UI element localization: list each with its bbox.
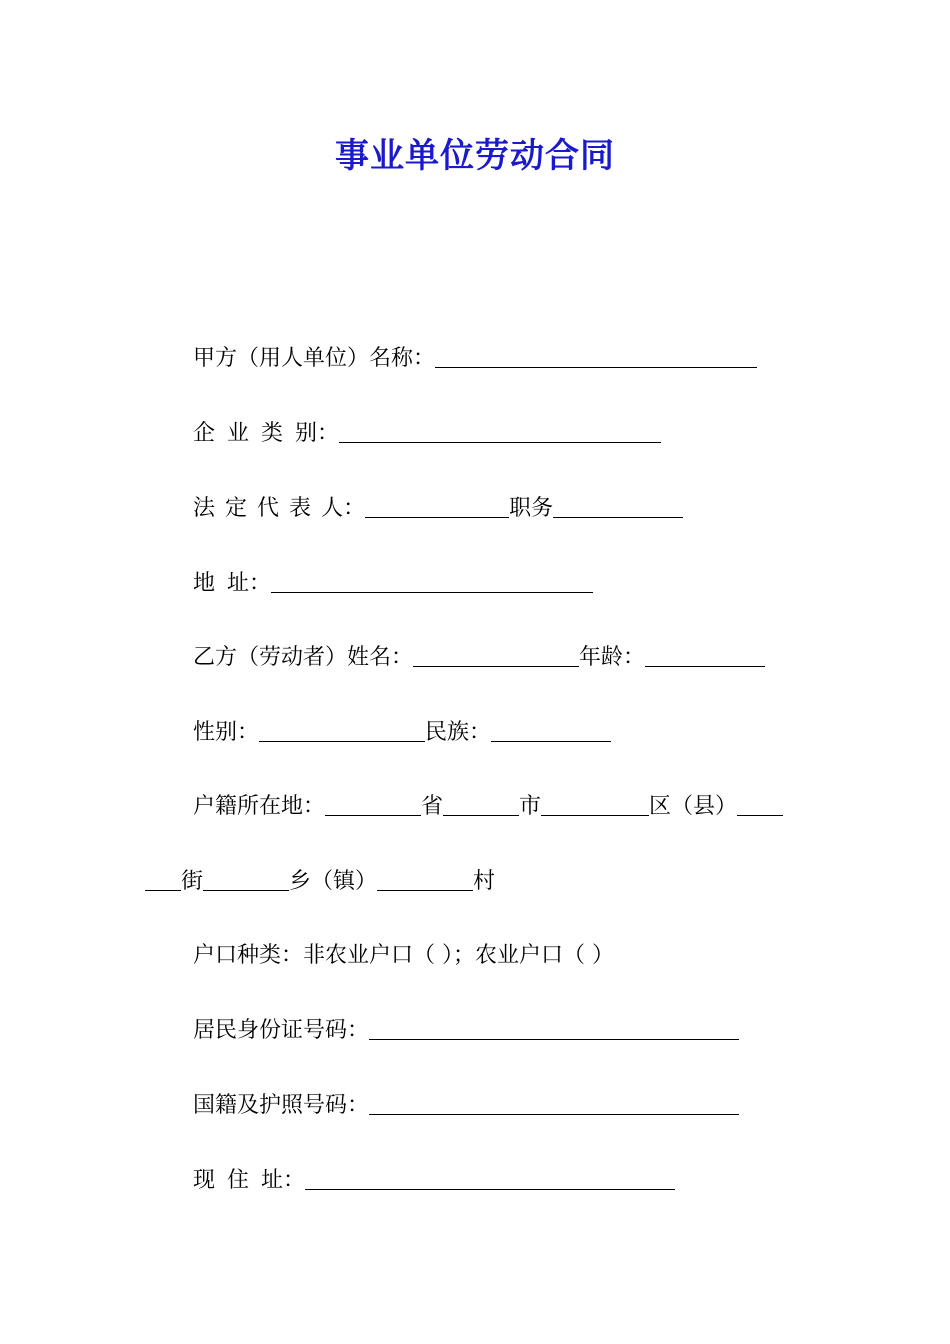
label-category-3: 类 (261, 421, 284, 446)
label-category-2: 业 (227, 421, 250, 446)
blank-category[interactable] (339, 420, 661, 443)
label-current-address-1: 现 (193, 1168, 216, 1193)
field-current-address (193, 1165, 675, 1197)
label-legal-rep-4: 表 (289, 496, 312, 521)
field-party-b (193, 642, 765, 674)
label-district: 区（县） (649, 794, 738, 819)
field-household-reg-cont (145, 866, 495, 898)
field-gender (193, 717, 611, 749)
blank-township[interactable] (203, 868, 289, 891)
blank-street-part1[interactable] (737, 793, 783, 816)
label-province: 省 (421, 794, 444, 819)
blank-current-address[interactable] (305, 1167, 675, 1190)
blank-party-a[interactable] (435, 345, 757, 368)
label-village: 村 (473, 869, 496, 894)
label-legal-rep-3: 代 (257, 496, 280, 521)
field-hukou-type (193, 940, 614, 972)
blank-district[interactable] (541, 793, 649, 816)
label-city: 市 (519, 794, 542, 819)
field-household-reg (193, 791, 783, 823)
label-position: 职务 (509, 496, 554, 521)
blank-village[interactable] (377, 868, 473, 891)
blank-gender[interactable] (259, 719, 425, 742)
label-party-b: 乙方（劳动者）姓名： (193, 645, 414, 670)
blank-legal-rep[interactable] (365, 495, 509, 518)
blank-id-number[interactable] (369, 1017, 739, 1040)
label-current-address-3: 址： (261, 1168, 306, 1193)
label-category-1: 企 (193, 421, 216, 446)
field-address (193, 568, 593, 600)
document-title: 事业单位劳动合同 (335, 136, 615, 176)
label-address-1: 地 (193, 571, 216, 596)
label-party-a: 甲方（用人单位）名称： (193, 346, 436, 371)
label-hukou-type[interactable]: 户口种类：非农业户口（ ）；农业户口（ ） (193, 943, 614, 968)
label-age: 年龄： (579, 645, 646, 670)
blank-street-part2[interactable] (145, 868, 181, 891)
label-ethnicity: 民族： (425, 720, 492, 745)
field-party-a (193, 343, 757, 375)
field-id-number (193, 1015, 739, 1047)
blank-age[interactable] (645, 644, 765, 667)
field-passport (193, 1090, 739, 1122)
blank-province[interactable] (325, 793, 421, 816)
blank-address[interactable] (271, 570, 593, 593)
label-legal-rep-5: 人： (321, 496, 366, 521)
label-address-2: 址： (227, 571, 272, 596)
label-household-reg: 户籍所在地： (193, 794, 326, 819)
blank-position[interactable] (553, 495, 683, 518)
blank-city[interactable] (443, 793, 519, 816)
label-legal-rep-1: 法 (193, 496, 216, 521)
blank-passport[interactable] (369, 1092, 739, 1115)
label-gender: 性别： (193, 720, 260, 745)
label-current-address-2: 住 (227, 1168, 250, 1193)
field-legal-rep (193, 493, 683, 525)
label-township: 乡（镇） (289, 869, 378, 894)
blank-party-b-name[interactable] (413, 644, 579, 667)
label-street: 街 (181, 869, 204, 894)
label-passport: 国籍及护照号码： (193, 1093, 370, 1118)
field-category (193, 418, 661, 450)
label-id-number: 居民身份证号码： (193, 1018, 370, 1043)
label-legal-rep-2: 定 (225, 496, 248, 521)
label-category-4: 别： (295, 421, 340, 446)
blank-ethnicity[interactable] (491, 719, 611, 742)
